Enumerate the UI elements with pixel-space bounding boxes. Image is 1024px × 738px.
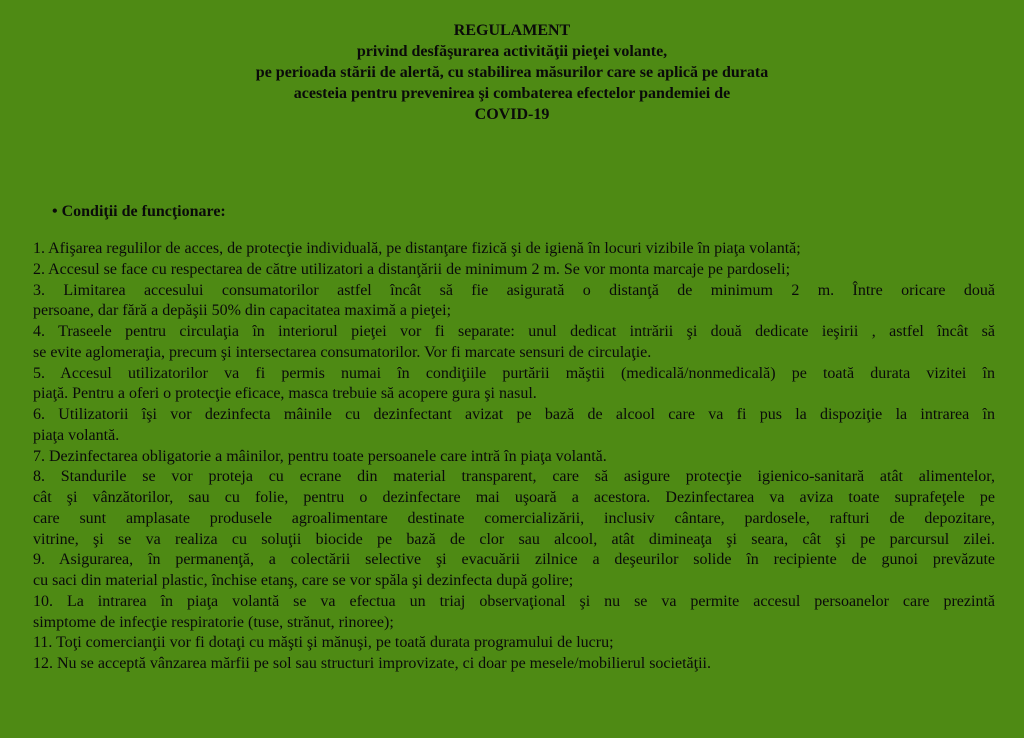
regulation-rules — [33, 239, 995, 675]
rule-line: 7. Dezinfectarea obligatorie a mâinilor, pentru toate persoanele care intră în piaţa volantă. — [33, 447, 607, 465]
rule-line: vitrine, şi se va realiza cu soluţii biocide pe bază de clor sau alcool, atât dimineaţa şi seara, cât şi pe parcursul zilei. — [33, 530, 995, 548]
rule-line: persoane, dar fără a depăşii 50% din capacitatea maximă a pieţei; — [33, 302, 452, 320]
document-subtitle-line-1: privind desfăşurarea activităţii pieţei volante, — [356, 43, 668, 60]
rule-line: simptome de infecţie respiratorie (tuse, strănut, rinoree); — [33, 613, 394, 631]
rule-line: 8. Standurile se vor proteja cu ecrane din material transparent, care să asigure protecţie igienico-sanitară atât alimentelor, — [33, 468, 995, 486]
rule-line: care sunt amplasate produsele agroalimentare destinate comercializării, inclusiv cântare, pardosele, rafturi de depozitare, — [33, 509, 995, 527]
rule-line: 1. Afişarea regulilor de acces, de protecţie individuală, pe distanţare fizică şi de igienă în locuri vizibile în piaţa volantă; — [33, 240, 801, 257]
rule-line: cu saci din material plastic, închise etanş, care se vor spăla şi dezinfecta după golire; — [33, 572, 574, 589]
rule-line: 4. Traseele pentru circulaţia în interiorul pieţei vor fi separate: unul dedicat intrării şi două dedicate ieşirii , astfel încât să — [33, 323, 995, 340]
rule-line: 3. Limitarea accesului consumatorilor astfel încât să fie asigurată o distanţă de minimum 2 m. Între oricare două — [33, 281, 995, 299]
rule-line: 12. Nu se acceptă vânzarea mărfii pe sol sau structuri improvizate, ci doar pe mesele/mobilierul societăţii. — [33, 655, 711, 672]
section-heading: • Condiţii de funcţionare: — [52, 203, 226, 220]
rule-line: 9. Asigurarea, în permanenţă, a colectării selective şi evacuării zilnice a deşeurilor solide în recipiente de gunoi prevăzute — [33, 551, 995, 569]
rule-line: 5. Accesul utilizatorilor va fi permis numai în condiţiile purtării măştii (medicală/nonmedicală) pe toată durata vizitei în — [33, 364, 995, 382]
document-header — [0, 20, 1024, 125]
rule-line: piaţa volantă. — [33, 426, 120, 444]
document-subtitle-line-2: pe perioada stării de alertă, cu stabilirea măsurilor care se aplică pe durata — [255, 64, 769, 81]
document-title: REGULAMENT — [453, 22, 571, 39]
rule-line: 6. Utilizatorii îşi vor dezinfecta mâinile cu dezinfectant avizat pe bază de alcool care va fi pus la dispoziţie la intrarea în — [33, 406, 995, 423]
rule-line: cât şi vânzătorilor, sau cu folie, pentru o dezinfectare mai uşoară a acestora. Dezinfectarea va aviza toate suprafeţele pe — [33, 489, 995, 506]
document-subtitle-line-3: acesteia pentru prevenirea şi combaterea efectelor pandemiei de — [293, 85, 731, 102]
rule-line: se evite aglomeraţia, precum şi intersectarea consumatorilor. Vor fi marcate sensuri de circulaţie. — [33, 343, 652, 361]
rule-line: 11. Toţi comercianţii vor fi dotaţi cu măşti şi mănuşi, pe toată durata programului de lucru; — [33, 634, 614, 652]
rule-line: 2. Accesul se face cu respectarea de către utilizatori a distanţării de minimum 2 m. Se vor monta marcaje pe pardoseli; — [33, 260, 791, 278]
document-subtitle-line-4: COVID-19 — [474, 106, 550, 123]
rule-line: 10. La intrarea în piaţa volantă se va efectua un triaj observaţional şi nu se va permite accesul persoanelor care prezintă — [33, 592, 995, 610]
rule-line: piaţă. Pentru a oferi o protecţie eficace, masca trebuie să acopere gura şi nasul. — [33, 385, 537, 403]
